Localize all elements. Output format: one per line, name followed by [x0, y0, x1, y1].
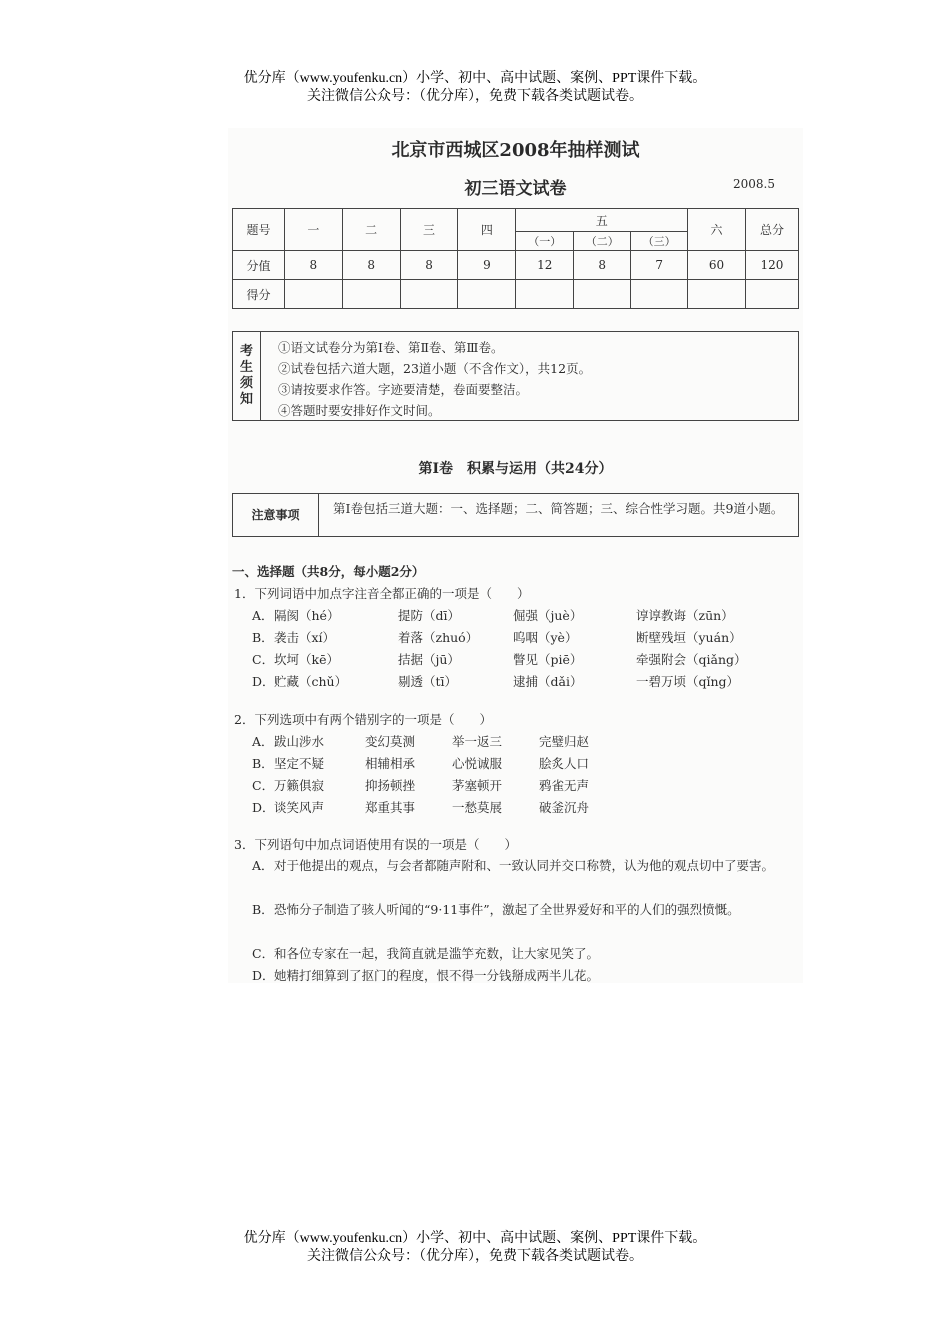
option-text: 她精打细算到了抠门的程度，恨不得一分钱掰成两半儿花。 — [274, 968, 600, 983]
option-row — [252, 672, 347, 690]
scanned-exam-page — [228, 128, 803, 983]
option-item: 逮捕（dǎi） — [513, 674, 583, 689]
notice-label-char: 考 — [239, 344, 253, 359]
option-text: 恐怖分子制造了骇人听闻的“9·11事件”，激起了全世界爱好和平的人们的强烈愤慨。 — [274, 902, 740, 917]
header-cell: 一 — [284, 209, 342, 251]
header-cell: 五 — [516, 209, 688, 232]
option-item: 坎坷（kē） — [274, 652, 339, 667]
option-item: 心悦诚服 — [452, 756, 503, 771]
notice-item: ③请按要求作答。字迹要清楚，卷面要整洁。 — [278, 382, 529, 397]
option-row — [252, 966, 599, 984]
header-cell: 四 — [458, 209, 516, 251]
option-item: 倔强（juè） — [513, 608, 583, 623]
exam-date: 2008.5 — [733, 177, 775, 191]
option-letter: B． — [252, 756, 274, 771]
notice-label-char: 须 — [239, 376, 253, 391]
notice-label-char: 生 — [239, 360, 253, 375]
option-item: 拮据（jū） — [398, 652, 460, 667]
option-row — [252, 798, 324, 816]
banner-line-1: 优分库（www.youfenku.cn）小学、初中、高中试题、案例、PPT课件下载。 — [243, 71, 707, 86]
option-item: 一碧万顷（qǐng） — [636, 674, 740, 689]
attention-text: 第Ⅰ卷包括三道大题：一、选择题；二、简答题；三、综合性学习题。共9道小题。 — [333, 501, 784, 516]
points-cell: 8 — [342, 251, 400, 280]
notice-item: ②试卷包括六道大题，23道小题（不含作文），共12页。 — [278, 361, 592, 376]
points-cell: 8 — [284, 251, 342, 280]
score-cell — [688, 280, 746, 309]
header-cell: 二 — [342, 209, 400, 251]
option-letter: B． — [252, 630, 274, 645]
score-cell — [284, 280, 342, 309]
score-cell — [342, 280, 400, 309]
option-row — [252, 754, 324, 772]
bottom-banner — [0, 1230, 950, 1266]
score-cell — [516, 280, 574, 309]
points-cell: 8 — [400, 251, 458, 280]
header-cell: 六 — [688, 209, 746, 251]
option-item: 茅塞顿开 — [452, 778, 503, 793]
sub-header-cell: （二） — [574, 232, 631, 251]
option-row — [252, 776, 324, 794]
question-stem: 3．下列语句中加点词语使用有误的一项是（ ） — [234, 837, 517, 852]
option-item: 袭击（xí） — [274, 630, 336, 645]
option-item: 呜咽（yè） — [513, 630, 578, 645]
points-cell: 120 — [745, 251, 798, 280]
sub-header-cell: （一） — [516, 232, 574, 251]
option-item: 瞥见（piē） — [513, 652, 583, 667]
option-item: 贮藏（chǔ） — [274, 674, 348, 689]
question-2 — [234, 710, 492, 728]
part1-heading: 一、选择题（共8分，每小题2分） — [232, 564, 425, 579]
option-item: 破釜沉舟 — [539, 800, 590, 815]
notice-item: ①语文试卷分为第Ⅰ卷、第Ⅱ卷、第Ⅲ卷。 — [278, 340, 504, 355]
score-cell — [400, 280, 458, 309]
option-item: 牵强附会（qiǎng） — [636, 652, 747, 667]
exam-subtitle: 初三语文试卷 — [464, 179, 567, 199]
option-item: 鸦雀无声 — [539, 778, 590, 793]
option-letter: B． — [252, 902, 274, 917]
top-banner — [0, 70, 950, 106]
option-letter: C． — [252, 652, 275, 667]
option-item: 坚定不疑 — [274, 756, 325, 771]
option-row — [252, 944, 599, 962]
option-item: 脍炙人口 — [539, 756, 590, 771]
option-letter: A． — [252, 858, 274, 873]
header-cell: 总分 — [745, 209, 798, 251]
score-cell — [631, 280, 688, 309]
banner-line-2: 关注微信公众号：（优分库），免费下载各类试题试卷。 — [307, 1249, 643, 1264]
banner-line-2: 关注微信公众号：（优分库），免费下载各类试题试卷。 — [307, 89, 643, 104]
question-3 — [234, 835, 517, 853]
option-letter: D． — [252, 800, 275, 815]
option-text: 和各位专家在一起，我简直就是滥竽充数，让大家见笑了。 — [274, 946, 600, 961]
option-item: 相辅相承 — [365, 756, 416, 771]
option-letter: D． — [252, 968, 275, 983]
notice-item: ④答题时要安排好作文时间。 — [278, 403, 441, 418]
option-item: 举一返三 — [452, 734, 503, 749]
header-cell: 三 — [400, 209, 458, 251]
option-item: 郑重其事 — [365, 800, 416, 815]
section-title: 第Ⅰ卷 积累与运用（共24分） — [418, 461, 613, 477]
row-label-score: 得分 — [233, 280, 285, 309]
attention-box — [232, 493, 799, 537]
notice-items — [278, 337, 591, 421]
option-item: 抑扬顿挫 — [365, 778, 416, 793]
question-stem: 1．下列词语中加点字注音全都正确的一项是（ ） — [234, 586, 530, 601]
option-item: 万籁俱寂 — [274, 778, 325, 793]
score-table — [232, 208, 799, 309]
attention-label: 注意事项 — [233, 494, 319, 536]
option-row — [252, 606, 339, 624]
option-item: 一愁莫展 — [452, 800, 503, 815]
score-cell — [458, 280, 516, 309]
option-row — [252, 628, 335, 646]
points-cell: 8 — [574, 251, 631, 280]
question-1 — [234, 584, 529, 602]
option-row — [252, 732, 324, 750]
option-letter: A． — [252, 734, 274, 749]
option-item: 完璧归赵 — [539, 734, 590, 749]
points-cell: 9 — [458, 251, 516, 280]
candidate-notice-box — [232, 331, 799, 421]
score-cell — [745, 280, 798, 309]
points-cell: 7 — [631, 251, 688, 280]
score-cell — [574, 280, 631, 309]
option-item: 谆谆教诲（zūn） — [636, 608, 734, 623]
exam-title: 北京市西城区2008年抽样测试 — [391, 140, 640, 161]
row-label-question: 题号 — [233, 209, 285, 251]
option-item: 变幻莫测 — [365, 734, 416, 749]
option-item: 着落（zhuó） — [398, 630, 479, 645]
points-cell: 12 — [516, 251, 574, 280]
notice-label — [233, 332, 261, 420]
sub-header-cell: （三） — [631, 232, 688, 251]
option-item: 隔阂（hé） — [274, 608, 340, 623]
option-item: 剔透（tī） — [398, 674, 458, 689]
notice-label-char: 知 — [239, 392, 253, 407]
option-letter: C． — [252, 778, 275, 793]
option-letter: D． — [252, 674, 275, 689]
option-item: 断壁残垣（yuán） — [636, 630, 742, 645]
option-row — [252, 855, 802, 877]
question-stem: 2．下列选项中有两个错别字的一项是（ ） — [234, 712, 492, 727]
option-item: 跋山涉水 — [274, 734, 325, 749]
row-label-points: 分值 — [233, 251, 285, 280]
option-text: 对于他提出的观点，与会者都随声附和、一致认同并交口称赞，认为他的观点切中了要害。 — [274, 858, 775, 873]
option-letter: C． — [252, 946, 275, 961]
option-item: 谈笑风声 — [274, 800, 325, 815]
option-letter: A． — [252, 608, 274, 623]
option-row — [252, 650, 339, 668]
banner-line-1: 优分库（www.youfenku.cn）小学、初中、高中试题、案例、PPT课件下载。 — [243, 1231, 707, 1246]
option-item: 提防（dī） — [398, 608, 460, 623]
option-row — [252, 899, 802, 921]
points-cell: 60 — [688, 251, 746, 280]
